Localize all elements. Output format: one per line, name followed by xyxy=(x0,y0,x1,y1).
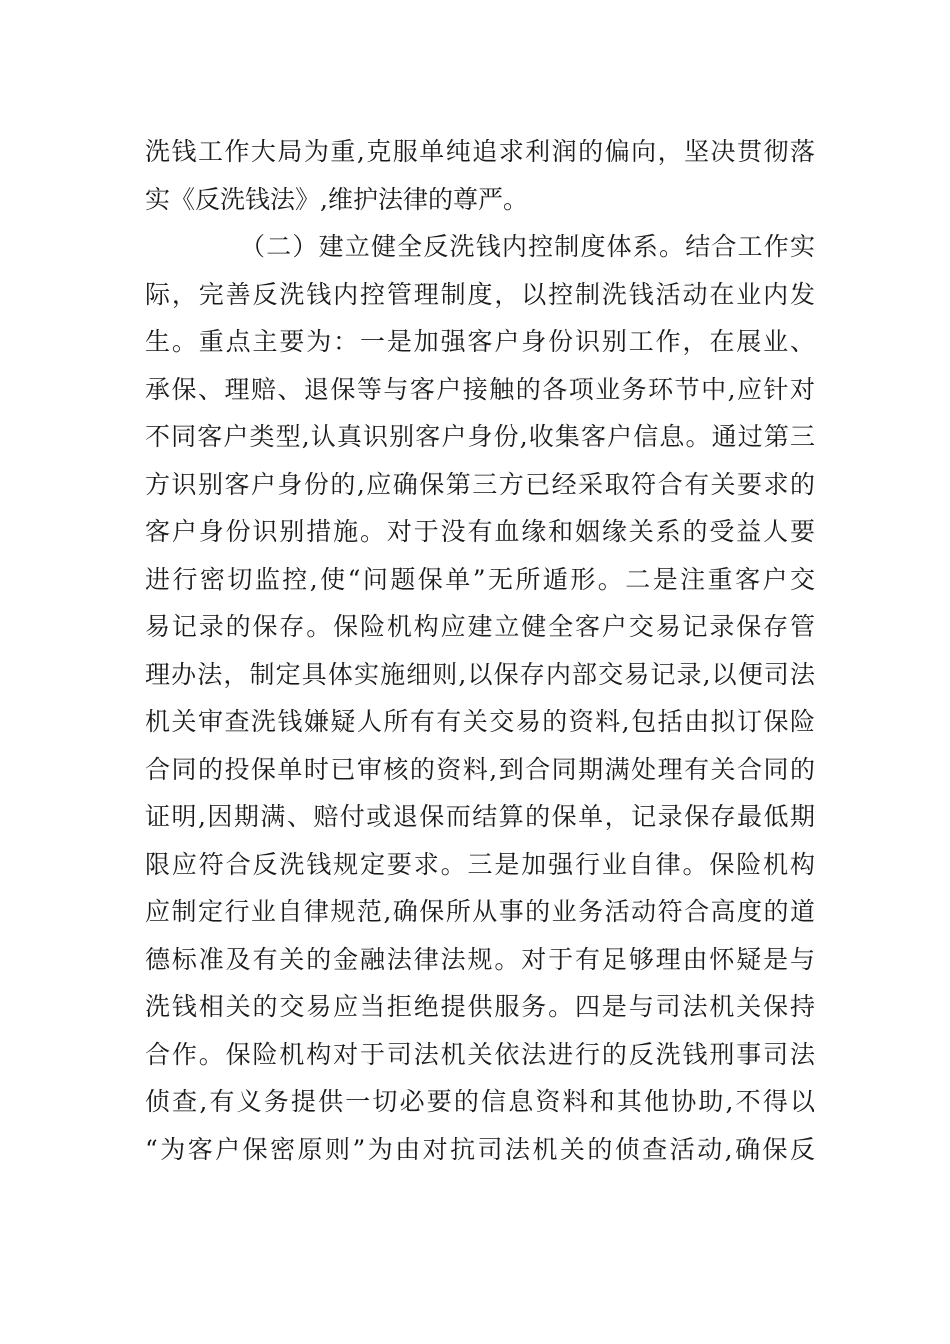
text-line-16: 限应符合反洗钱规定要求。三是加强行业自律。保险机构 xyxy=(145,849,815,879)
text-line-20: 合作。保险机构对于司法机关依法进行的反洗钱刑事司法 xyxy=(145,1039,815,1069)
text-line-15: 证明,因期满、赔付或退保而结算的保单，记录保存最低期 xyxy=(145,802,815,831)
text-line-8: 方识别客户身份的,应确保第三方已经采取符合有关要求的 xyxy=(145,469,815,499)
text-line-14: 合同的投保单时已审核的资料,到合同期满处理有关合同的 xyxy=(145,754,815,784)
text-line-19: 洗钱相关的交易应当拒绝提供服务。四是与司法机关保持 xyxy=(145,992,815,1021)
text-line-22: “为客户保密原则”为由对抗司法机关的侦查活动,确保反 xyxy=(145,1134,815,1164)
text-line-9: 客户身份识别措施。对于没有血缘和姻缘关系的受益人要 xyxy=(145,517,815,546)
text-line-17: 应制定行业自律规范,确保所从事的业务活动符合高度的道 xyxy=(145,897,815,926)
text-line-21: 侦查,有义务提供一切必要的信息资料和其他协助,不得以 xyxy=(145,1087,815,1116)
document-body xyxy=(145,128,815,1173)
section-heading-line: （二）建立健全反洗钱内控制度体系。结合工作实 xyxy=(240,232,815,261)
text-line-6: 承保、理赔、退保等与客户接触的各项业务环节中,应针对 xyxy=(145,374,815,404)
text-line-2: 实《反洗钱法》,维护法律的尊严。 xyxy=(145,184,528,214)
text-line-1: 洗钱工作大局为重,克服单纯追求利润的偏向，坚决贯彻落 xyxy=(145,137,815,166)
text-line-10: 进行密切监控,使“问题保单”无所遁形。二是注重客户交 xyxy=(145,564,815,594)
text-line-11: 易记录的保存。保险机构应建立健全客户交易记录保存管 xyxy=(145,612,815,641)
text-line-18: 德标准及有关的金融法律法规。对于有足够理由怀疑是与 xyxy=(145,944,815,974)
text-line-4: 际，完善反洗钱内控管理制度，以控制洗钱活动在业内发 xyxy=(145,279,815,309)
text-line-7: 不同客户类型,认真识别客户身份,收集客户信息。通过第三 xyxy=(145,422,815,451)
text-line-5: 生。重点主要为：一是加强客户身份识别工作，在展业、 xyxy=(145,327,815,356)
text-line-13: 机关审查洗钱嫌疑人所有有关交易的资料,包括由拟订保险 xyxy=(145,707,815,736)
text-line-12: 理办法，制定具体实施细则,以保存内部交易记录,以便司法 xyxy=(145,659,815,689)
